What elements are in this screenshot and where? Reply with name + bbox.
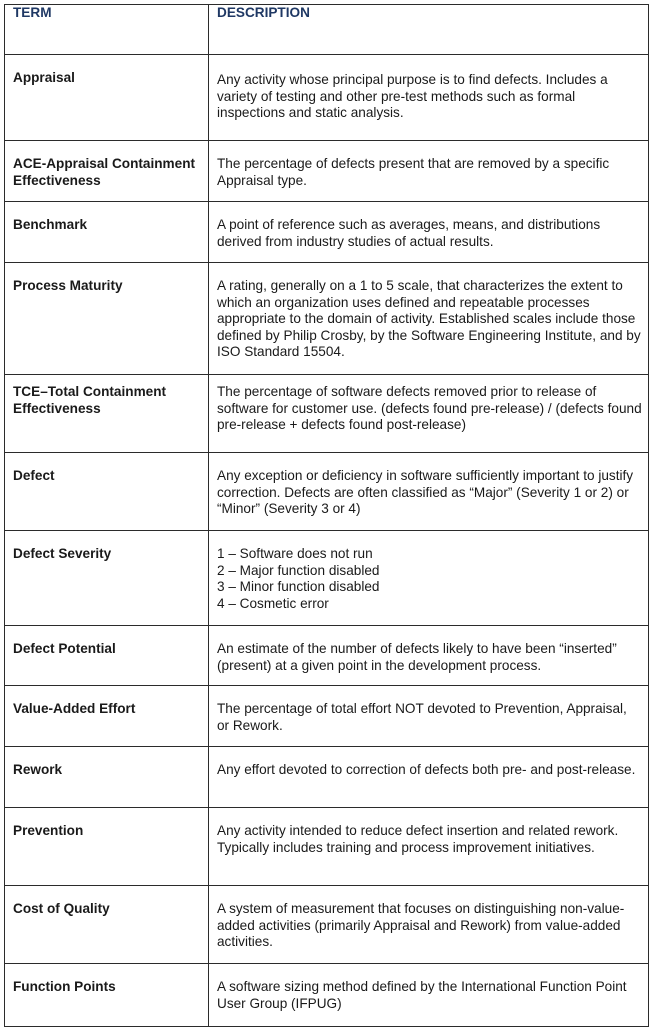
table-row [5, 531, 649, 626]
table-row [5, 263, 649, 375]
term-cell: Process Maturity [5, 263, 209, 375]
table-row [5, 626, 649, 686]
severity-line: 4 – Cosmetic error [217, 595, 329, 611]
description-cell: An estimate of the number of defects likely to have been “inserted” (present) at a given point in the development process. [209, 626, 649, 686]
term-cell: Function Points [5, 964, 209, 1027]
description-cell: The percentage of defects present that are removed by a specific Appraisal type. [209, 141, 649, 202]
table-row [5, 808, 649, 886]
description-cell: A system of measurement that focuses on distinguishing non-value-added activities (primarily Appraisal and Rework) from value-added activities. [209, 886, 649, 964]
description-cell: A rating, generally on a 1 to 5 scale, that characterizes the extent to which an organization uses defined and repeatable processes appropriate to the domain of activity. Established scales include those defined by Philip Crosby, by the Software Engineering Institute, and by ISO Standard 15504. [209, 263, 649, 375]
term-cell: Defect [5, 453, 209, 531]
term-cell: Cost of Quality [5, 886, 209, 964]
severity-line: 3 – Minor function disabled [217, 579, 380, 595]
term-cell: TCE–Total Containment Effectiveness [5, 375, 209, 453]
table-row [5, 964, 649, 1027]
term-cell: Defect Severity [5, 531, 209, 626]
description-cell: Any exception or deficiency in software sufficiently important to justify correction. Defects are often classified as “Major” (Severity 1 or 2) or “Minor” (Severity 3 or 4) [209, 453, 649, 531]
term-cell: Prevention [5, 808, 209, 886]
header-row [5, 5, 649, 55]
description-cell: The percentage of total effort NOT devoted to Prevention, Appraisal, or Rework. [209, 686, 649, 747]
severity-line: 2 – Major function disabled [217, 562, 380, 578]
severity-line: 1 – Software does not run [217, 546, 373, 561]
table-row [5, 453, 649, 531]
description-cell: A software sizing method defined by the International Function Point User Group (IFPUG) [209, 964, 649, 1027]
table-row [5, 141, 649, 202]
glossary-table [4, 4, 649, 1027]
description-column-header: DESCRIPTION [209, 5, 649, 55]
description-cell: The percentage of software defects removed prior to release of software for customer use. (defects found pre-release) / (defects found pre-release + defects found post-release) [209, 375, 649, 453]
description-cell: Any activity intended to reduce defect insertion and related rework. Typically includes training and process improvement initiatives. [209, 808, 649, 886]
table-row [5, 747, 649, 808]
table-row [5, 886, 649, 964]
term-cell: Rework [5, 747, 209, 808]
description-cell: A point of reference such as averages, means, and distributions derived from industry studies of actual results. [209, 202, 649, 263]
term-cell: Defect Potential [5, 626, 209, 686]
term-cell: ACE-Appraisal Containment Effectiveness [5, 141, 209, 202]
description-cell: Any activity whose principal purpose is to find defects. Includes a variety of testing and other pre-test methods such as formal inspections and static analysis. [209, 55, 649, 141]
table-row [5, 686, 649, 747]
term-cell: Appraisal [5, 55, 209, 141]
table-row [5, 375, 649, 453]
term-column-header: TERM [5, 5, 209, 55]
description-cell: Any effort devoted to correction of defects both pre- and post-release. [209, 747, 649, 808]
table-row [5, 202, 649, 263]
description-cell [209, 531, 649, 626]
term-cell: Value-Added Effort [5, 686, 209, 747]
term-cell: Benchmark [5, 202, 209, 263]
table-row [5, 55, 649, 141]
